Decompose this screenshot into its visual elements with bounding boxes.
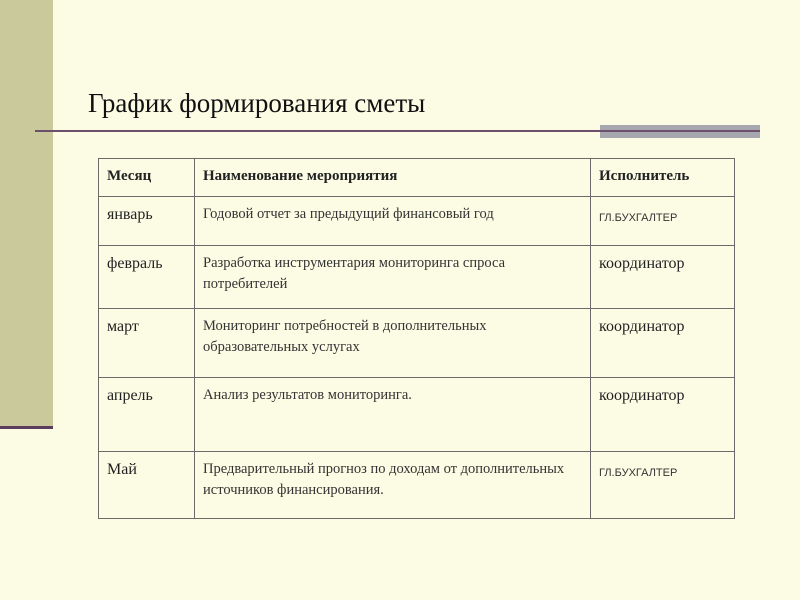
page-title: График формирования сметы [88, 88, 426, 118]
cell-task: Анализ результатов мониторинга. [195, 378, 591, 452]
cell-month: апрель [99, 378, 195, 452]
schedule-table [98, 158, 735, 519]
header-task: Наименование мероприятия [195, 159, 591, 197]
cell-task: Разработка инструментария мониторинга спроса потребителей [195, 246, 591, 309]
cell-month: январь [99, 197, 195, 246]
cell-executor: координатор [591, 378, 735, 452]
table-row [99, 197, 735, 246]
cell-task: Мониторинг потребностей в дополнительных образовательных услугах [195, 309, 591, 378]
title-divider-accent [600, 125, 760, 138]
table-row [99, 452, 735, 519]
table-header-row [99, 159, 735, 197]
header-executor: Исполнитель [591, 159, 735, 197]
cell-executor [591, 197, 735, 246]
table-row [99, 309, 735, 378]
decorative-side-bar [0, 0, 53, 426]
cell-executor: координатор [591, 246, 735, 309]
decorative-side-bar-line [0, 426, 53, 429]
cell-month: февраль [99, 246, 195, 309]
executor-label: ГЛ.БУХГАЛТЕР [599, 212, 678, 224]
cell-task: Предварительный прогноз по доходам от дополнительных источников финансирования. [195, 452, 591, 519]
cell-executor: координатор [591, 309, 735, 378]
executor-label: ГЛ.БУХГАЛТЕР [599, 467, 678, 479]
table-row [99, 246, 735, 309]
cell-executor [591, 452, 735, 519]
cell-month: март [99, 309, 195, 378]
table-row [99, 378, 735, 452]
header-month: Месяц [99, 159, 195, 197]
cell-month: Май [99, 452, 195, 519]
cell-task: Годовой отчет за предыдущий финансовый год [195, 197, 591, 246]
